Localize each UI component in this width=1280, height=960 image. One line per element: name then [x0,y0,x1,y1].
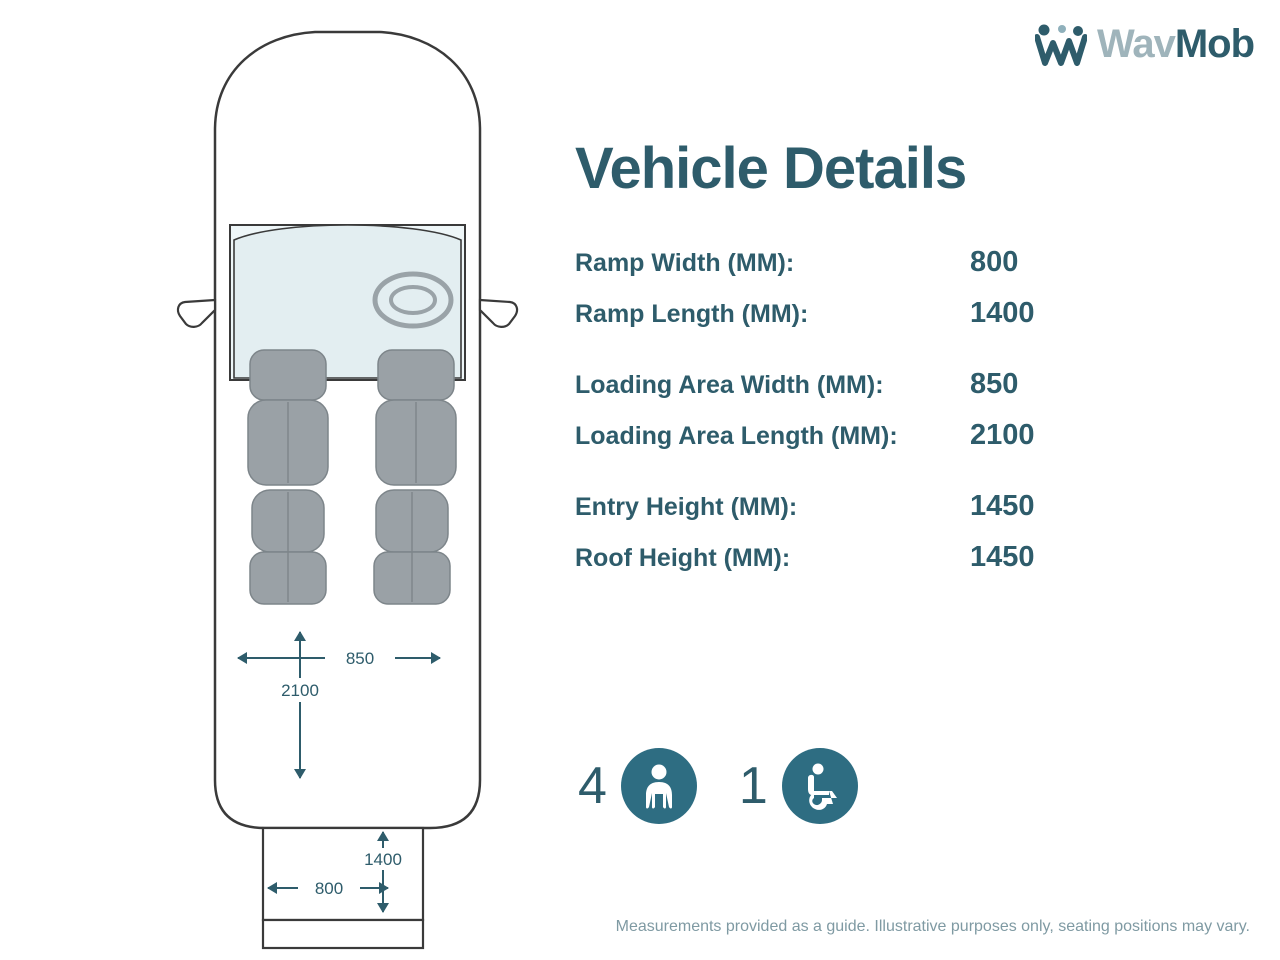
spec-value: 850 [970,368,1019,400]
wheelchair-icon [782,748,858,824]
passenger-count: 4 [578,757,607,815]
spec-group-loading-area [575,368,1215,452]
dim-ramp-length: 1400 [364,850,402,869]
person-icon [621,748,697,824]
spec-label: Loading Area Length (MM): [575,422,898,450]
spec-row [575,541,1215,574]
spec-label: Ramp Width (MM): [575,249,795,277]
spec-value: 1450 [970,490,1035,522]
dim-loading-length: 2100 [281,681,319,700]
wavmob-logo-icon [1035,23,1087,67]
spec-value: 1400 [970,297,1035,329]
spec-label: Loading Area Width (MM): [575,371,884,399]
vehicle-top-view-diagram [130,10,570,950]
capacity-summary [578,748,858,824]
spec-label: Entry Height (MM): [575,493,798,521]
spec-group-heights [575,490,1215,574]
dim-ramp-width: 800 [314,879,344,898]
brand-name-dark: Mob [1174,22,1254,66]
spec-value: 2100 [970,419,1035,451]
spec-row [575,419,1215,452]
spec-label: Ramp Length (MM): [575,300,809,328]
spec-row [575,246,1215,279]
spec-row [575,297,1215,330]
vehicle-details-panel [575,136,1215,612]
wheelchair-count: 1 [738,757,768,815]
page-title: Vehicle Details [575,136,967,201]
spec-value: 1450 [970,541,1035,573]
brand-logo [1035,22,1254,67]
spec-value: 800 [970,246,1019,278]
spec-row [575,490,1215,523]
spec-label: Roof Height (MM): [575,544,791,572]
dim-loading-width: 850 [345,649,375,668]
spec-group-ramp [575,246,1215,330]
spec-row [575,368,1215,401]
disclaimer-text: Measurements provided as a guide. Illustrative purposes only, seating positions may vary. [615,918,1250,935]
brand-name [1097,22,1254,67]
brand-name-light: Wav [1097,22,1175,66]
